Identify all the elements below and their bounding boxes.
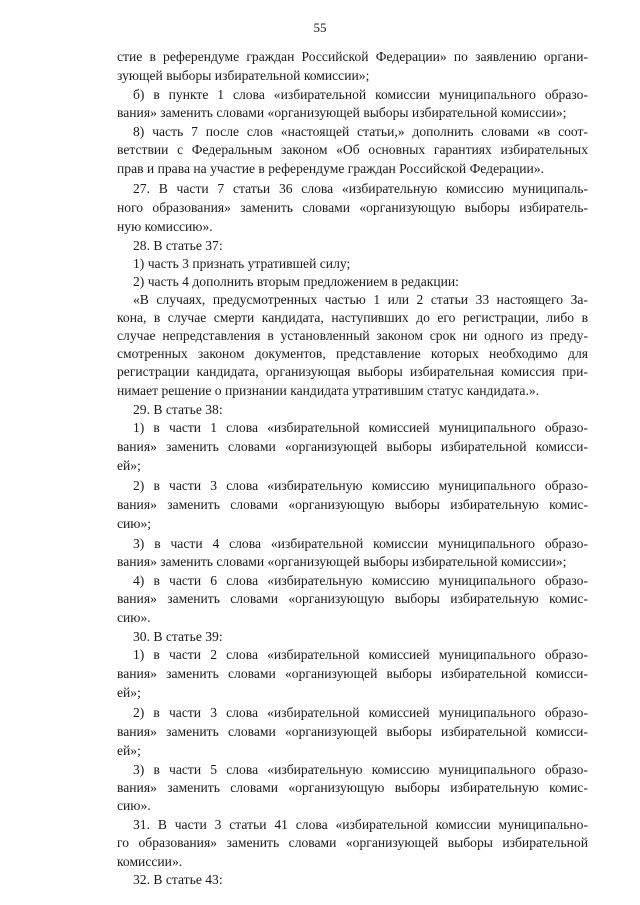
text-line: 1) в части 1 слова «избирательной комиссией муниципального образо- xyxy=(133,420,588,435)
text-line: ей»; xyxy=(117,743,141,758)
page-number: 55 xyxy=(313,20,327,35)
text-line: прав и права на участие в референдуме граждан Российской Федерации». xyxy=(117,161,544,176)
text-line: 2) часть 4 дополнить вторым предложением в редакции: xyxy=(133,274,459,289)
text-line: вания» заменить словами «организующую выборы избирательную комис- xyxy=(117,497,588,512)
text-line: б) в пункте 1 слова «избирательной комиссии муниципального образо- xyxy=(133,87,588,102)
text-line: 1) в части 2 слова «избирательной комиссией муниципального образо- xyxy=(133,647,588,662)
text-line: 8) часть 7 после слов «настоящей статьи,» дополнить словами «в соот- xyxy=(133,124,588,139)
text-line: 31. В части 3 статьи 41 слова «избирательной комиссии муниципально- xyxy=(133,817,588,832)
text-line: вания» заменить словами «организующую выборы избирательную комис- xyxy=(117,780,588,795)
text-line: вания» заменить словами «организующей выборы избирательной комисси- xyxy=(117,724,588,739)
text-line: «В случаях, предусмотренных частью 1 или 2 статьи 33 настоящего За- xyxy=(133,292,588,307)
text-line: 3) в части 4 слова «избирательной комиссии муниципального образо- xyxy=(133,536,588,551)
text-line: ного образования» заменить словами «организующую выборы избиратель- xyxy=(117,200,588,215)
text-line: сию». xyxy=(117,610,151,625)
text-line: нимает решение о признании кандидата утратившим статус кандидата.». xyxy=(117,383,540,398)
text-line: 1) часть 3 признать утратившей силу; xyxy=(133,256,351,271)
text-line: ей»; xyxy=(117,685,141,700)
text-line: комиссии». xyxy=(117,854,183,869)
text-line: случае непредставления в установленный законом срок ни одного из преду- xyxy=(117,328,588,343)
text-line: 4) в части 6 слова «избирательную комиссию муниципального образо- xyxy=(133,573,588,588)
text-line: вания» заменить словами «организующей выборы избирательной комиссии»; xyxy=(117,554,567,569)
text-line: ей»; xyxy=(117,458,141,473)
text-line: ветствии с Федеральным законом «Об основных гарантиях избирательных xyxy=(117,142,588,157)
text-line: сию»; xyxy=(117,516,152,531)
text-line: вания» заменить словами «организующей выборы избирательной комисси- xyxy=(117,439,588,454)
text-line: ную комиссию». xyxy=(117,219,213,234)
text-line: зующей выборы избирательной комиссии»; xyxy=(117,68,370,83)
text-line: 32. В статье 43: xyxy=(133,872,223,887)
text-line: 27. В части 7 статьи 36 слова «избирательную комиссию муниципаль- xyxy=(133,181,588,196)
text-line: вания» заменить словами «организующей выборы избирательной комиссии»; xyxy=(117,105,567,120)
text-line: 2) в части 3 слова «избирательную комиссию муниципального образо- xyxy=(133,478,588,493)
text-line: 30. В статье 39: xyxy=(133,629,223,644)
text-line: 3) в части 5 слова «избирательную комиссию муниципального образо- xyxy=(133,762,588,777)
text-line: вания» заменить словами «организующей выборы избирательной комисси- xyxy=(117,666,588,681)
text-line: 2) в части 3 слова «избирательной комиссией муниципального образо- xyxy=(133,705,588,720)
text-line: сию». xyxy=(117,798,151,813)
text-line: стие в референдуме граждан Российской Федерации» по заявлению органи- xyxy=(117,49,588,64)
text-line: 29. В статье 38: xyxy=(133,402,223,417)
text-line: 28. В статье 37: xyxy=(133,238,223,253)
text-line: го образования» заменить словами «организующей выборы избирательной xyxy=(117,835,588,850)
text-line: регистрации кандидата, организующая выборы избирательная комиссия при- xyxy=(117,364,588,379)
text-line: смотренных законом документов, представление которых необходимо для xyxy=(117,346,588,361)
text-line: кона, в случае смерти кандидата, наступивших до его регистрации, либо в xyxy=(117,310,588,325)
text-line: вания» заменить словами «организующую выборы избирательную комис- xyxy=(117,591,588,606)
